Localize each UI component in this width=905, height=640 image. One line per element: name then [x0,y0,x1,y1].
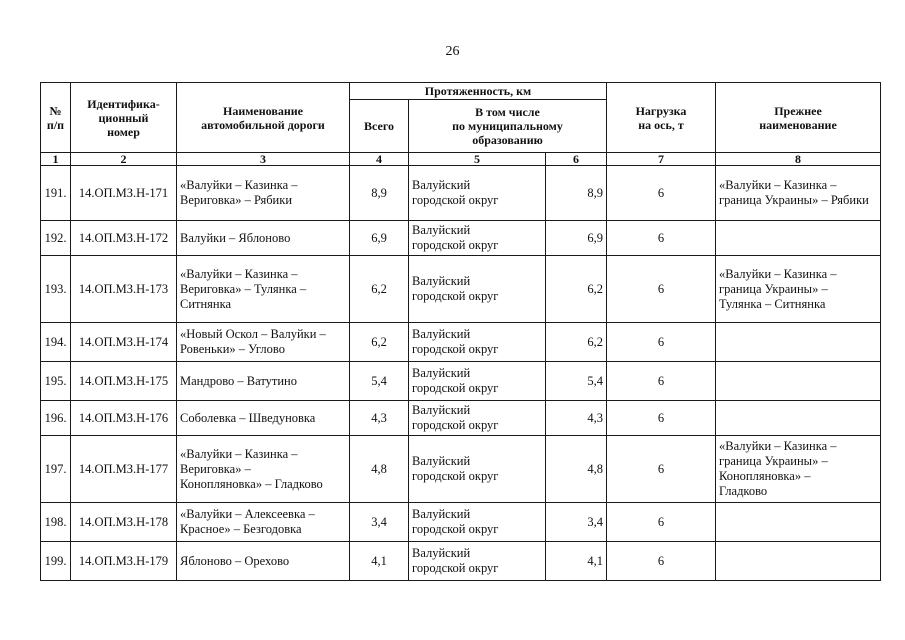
row-num: 195. [41,362,71,401]
row-id: 14.ОП.МЗ.Н-177 [71,436,177,503]
row-total: 8,9 [350,166,409,221]
row-num: 192. [41,221,71,256]
column-number: 5 [409,153,546,166]
table-row [41,542,881,581]
table-row [41,166,881,221]
column-number: 8 [716,153,881,166]
row-num: 199. [41,542,71,581]
row-load: 6 [607,221,716,256]
row-prev-name: «Валуйки – Казинка – граница Украины» – Конопляновка» – Гладково [716,436,881,503]
row-id: 14.ОП.МЗ.Н-171 [71,166,177,221]
table-row [41,221,881,256]
column-number: 6 [546,153,607,166]
column-number: 7 [607,153,716,166]
row-id: 14.ОП.МЗ.Н-179 [71,542,177,581]
row-num: 191. [41,166,71,221]
header-length-group: Протяженность, км [350,83,607,100]
row-prev-name [716,221,881,256]
header-num: № п/п [41,83,71,153]
table-row [41,362,881,401]
row-num: 193. [41,256,71,323]
roads-table [40,82,881,581]
row-total: 3,4 [350,503,409,542]
column-numbers-row [41,153,881,166]
row-name: Соболевка – Шведуновка [177,401,350,436]
row-num: 196. [41,401,71,436]
row-municipality: Валуйский городской округ [409,436,546,503]
row-municipality: Валуйский городской округ [409,542,546,581]
table-row [41,401,881,436]
row-total: 6,2 [350,256,409,323]
row-load: 6 [607,401,716,436]
row-load: 6 [607,362,716,401]
row-municipality: Валуйский городской округ [409,256,546,323]
row-mun-length: 5,4 [546,362,607,401]
row-total: 6,9 [350,221,409,256]
row-mun-length: 3,4 [546,503,607,542]
row-mun-length: 4,8 [546,436,607,503]
header-id: Идентифика- ционный номер [71,83,177,153]
row-total: 4,1 [350,542,409,581]
row-name: «Валуйки – Казинка – Вериговка» – Конопляновка» – Гладково [177,436,350,503]
row-name: Мандрово – Ватутино [177,362,350,401]
column-number: 4 [350,153,409,166]
row-prev-name: «Валуйки – Казинка – граница Украины» – Тулянка – Ситнянка [716,256,881,323]
row-id: 14.ОП.МЗ.Н-176 [71,401,177,436]
row-municipality: Валуйский городской округ [409,221,546,256]
table-row [41,503,881,542]
column-number: 1 [41,153,71,166]
row-total: 4,8 [350,436,409,503]
row-total: 6,2 [350,323,409,362]
row-prev-name [716,503,881,542]
row-municipality: Валуйский городской округ [409,166,546,221]
row-total: 4,3 [350,401,409,436]
row-load: 6 [607,256,716,323]
row-municipality: Валуйский городской округ [409,401,546,436]
table-row [41,436,881,503]
row-total: 5,4 [350,362,409,401]
row-prev-name [716,323,881,362]
row-mun-length: 4,3 [546,401,607,436]
table-row [41,323,881,362]
row-load: 6 [607,436,716,503]
row-mun-length: 6,2 [546,256,607,323]
header-row-1 [41,83,881,100]
row-mun-length: 6,9 [546,221,607,256]
row-mun-length: 8,9 [546,166,607,221]
row-name: Яблоново – Орехово [177,542,350,581]
row-num: 197. [41,436,71,503]
row-municipality: Валуйский городской округ [409,323,546,362]
header-name: Наименование автомобильной дороги [177,83,350,153]
table-row [41,256,881,323]
row-municipality: Валуйский городской округ [409,503,546,542]
row-id: 14.ОП.МЗ.Н-173 [71,256,177,323]
column-number: 3 [177,153,350,166]
row-municipality: Валуйский городской округ [409,362,546,401]
row-num: 194. [41,323,71,362]
row-num: 198. [41,503,71,542]
column-number: 2 [71,153,177,166]
row-id: 14.ОП.МЗ.Н-175 [71,362,177,401]
row-prev-name [716,362,881,401]
header-prev-name: Прежнее наименование [716,83,881,153]
row-id: 14.ОП.МЗ.Н-172 [71,221,177,256]
row-name: «Валуйки – Казинка – Вериговка» – Рябики [177,166,350,221]
page-number: 26 [445,44,460,59]
row-prev-name: «Валуйки – Казинка – граница Украины» – Рябики [716,166,881,221]
row-name: Валуйки – Яблоново [177,221,350,256]
header-load: Нагрузка на ось, т [607,83,716,153]
row-load: 6 [607,503,716,542]
row-prev-name [716,542,881,581]
row-load: 6 [607,166,716,221]
header-including: В том числе по муниципальному образованию [409,100,607,153]
row-prev-name [716,401,881,436]
row-id: 14.ОП.МЗ.Н-178 [71,503,177,542]
row-mun-length: 4,1 [546,542,607,581]
row-id: 14.ОП.МЗ.Н-174 [71,323,177,362]
row-name: «Валуйки – Алексеевка – Красное» – Безгодовка [177,503,350,542]
row-mun-length: 6,2 [546,323,607,362]
header-total: Всего [350,100,409,153]
row-name: «Валуйки – Казинка – Вериговка» – Тулянка – Ситнянка [177,256,350,323]
row-load: 6 [607,323,716,362]
row-load: 6 [607,542,716,581]
row-name: «Новый Оскол – Валуйки – Ровеньки» – Углово [177,323,350,362]
